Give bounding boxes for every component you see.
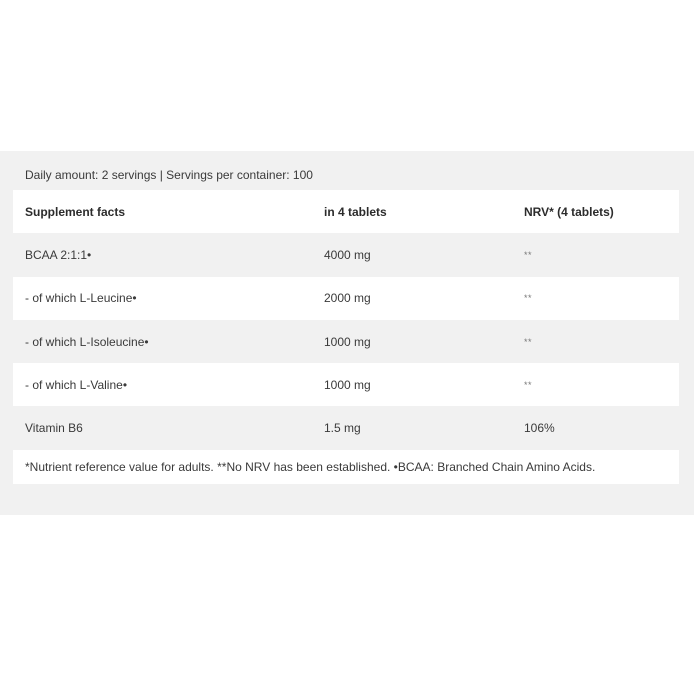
row-amount: 4000 mg (324, 247, 371, 262)
footnote-row (13, 450, 679, 484)
header-supplement-facts: Supplement facts (25, 204, 126, 219)
daily-amount-text: Daily amount: 2 servings | Servings per container: 100 (25, 168, 313, 182)
table-row (13, 320, 679, 363)
row-amount: 2000 mg (324, 291, 371, 306)
row-nutrient: BCAA 2:1:1• (25, 247, 92, 262)
row-nrv: ** (524, 293, 533, 304)
row-nrv: ** (524, 336, 533, 347)
row-amount: 1.5 mg (324, 421, 361, 436)
header-nrv: NRV* (4 tablets) (524, 204, 614, 219)
table-row (13, 363, 679, 406)
header-amount: in 4 tablets (324, 204, 387, 219)
row-nutrient: - of which L-Isoleucine• (25, 334, 149, 349)
table-row (13, 406, 679, 449)
row-nrv: 106% (524, 421, 555, 436)
row-nutrient: - of which L-Leucine• (25, 291, 137, 306)
row-nrv: ** (524, 379, 533, 390)
row-amount: 1000 mg (324, 334, 371, 349)
footnote-text: *Nutrient reference value for adults. **No NRV has been established. •BCAA: Branched Chain Amino Acids. (25, 459, 596, 474)
supplement-facts-table (13, 190, 679, 484)
row-nutrient: - of which L-Valine• (25, 377, 128, 392)
table-row (13, 233, 679, 276)
table-header-row (13, 190, 679, 233)
row-amount: 1000 mg (324, 377, 371, 392)
supplement-facts-panel (0, 151, 694, 515)
row-nrv: ** (524, 249, 533, 260)
table-row (13, 277, 679, 320)
row-nutrient: Vitamin B6 (25, 421, 83, 436)
